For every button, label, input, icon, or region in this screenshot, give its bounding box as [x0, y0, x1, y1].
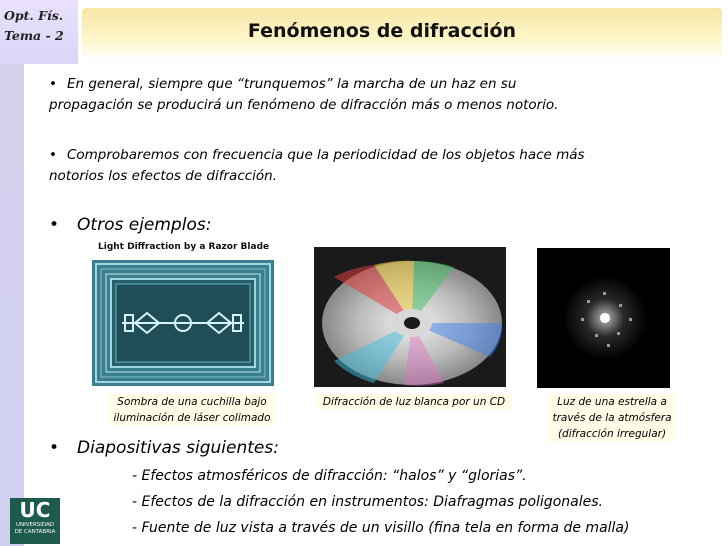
- star-caption-line2: través de la atmósfera: [552, 412, 672, 424]
- university-logo: [10, 498, 60, 544]
- cd-caption: Difracción de luz blanca por un CD: [316, 394, 512, 410]
- cd-diffraction-graphic: [314, 247, 506, 387]
- bullet-1-line2: propagación se producirá un fenómeno de difracción más o menos notorio.: [49, 97, 559, 113]
- bullet-dot: •: [49, 147, 57, 163]
- razor-blade-diffraction-graphic: [92, 240, 274, 386]
- bullet-next-slides: [49, 438, 279, 459]
- course-tag: [0, 0, 78, 64]
- razor-image-title: Light Diffraction by a Razor Blade: [98, 242, 270, 252]
- next-slide-item-3: - Fuente de luz vista a través de un visillo (fina tela en forma de malla): [132, 520, 630, 536]
- star-diffraction-graphic: [537, 248, 670, 388]
- razor-blade-image: [92, 240, 274, 386]
- bullet-2-line2: notorios los efectos de difracción.: [49, 168, 278, 184]
- logo-line2: DE CANTABRIA: [14, 529, 56, 535]
- razor-caption-line2: iluminación de láser colimado: [113, 412, 271, 424]
- bullet-1: [49, 74, 559, 116]
- razor-caption-line1: Sombra de una cuchilla bajo: [117, 396, 267, 408]
- star-image: [537, 248, 670, 388]
- star-caption-line1: Luz de una estrella a: [557, 396, 667, 408]
- examples-heading: Otros ejemplos:: [77, 215, 212, 235]
- star-caption-line3: (difracción irregular): [557, 428, 667, 440]
- next-slide-item-2: - Efectos de la difracción en instrumentos: Diafragmas poligonales.: [132, 494, 603, 510]
- next-slide-item-1: - Efectos atmosféricos de difracción: “halos” y “glorias”.: [132, 468, 527, 484]
- course-tag-line1: Opt. Fís.: [4, 8, 64, 23]
- page-title: Fenómenos de difracción: [247, 20, 517, 42]
- bullet-dot: •: [49, 215, 60, 235]
- cd-image: [314, 247, 506, 387]
- bullet-dot: •: [49, 438, 60, 458]
- bullet-2: [49, 145, 585, 187]
- bullet-examples: [49, 215, 211, 236]
- left-decorative-band: [0, 0, 24, 546]
- bullet-1-line1: En general, siempre que “trunquemos” la marcha de un haz en su: [66, 76, 517, 92]
- course-tag-line2: Tema - 2: [4, 28, 64, 43]
- next-slides-heading: Diapositivas siguientes:: [77, 438, 279, 458]
- star-caption: [548, 394, 676, 442]
- bullet-2-line1: Comprobaremos con frecuencia que la periodicidad de los objetos hace más: [66, 147, 585, 163]
- logo-abbr: UC: [19, 498, 51, 522]
- bullet-dot: •: [49, 76, 57, 92]
- logo-line1: UNIVERSIDAD: [15, 522, 55, 528]
- razor-caption: [108, 394, 276, 426]
